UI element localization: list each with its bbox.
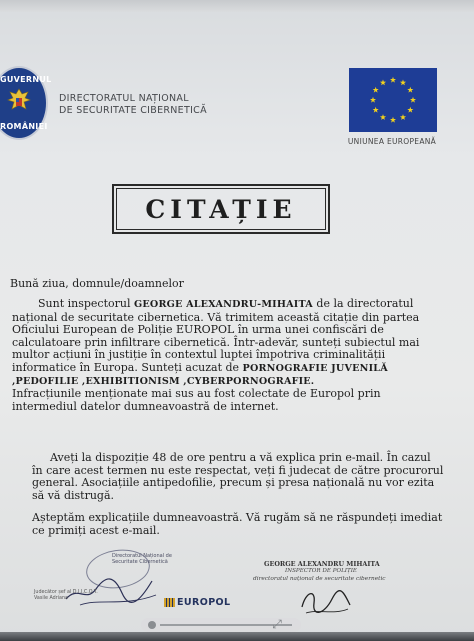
inspector-name: GEORGE ALEXANDRU-MIHAITA: [133, 299, 313, 310]
accusation-1: PORNOGRAFIE JUVENILĂ: [242, 362, 388, 374]
left-signer-line-1: Judecător șef al D.I.I.C.O.T.: [34, 590, 98, 595]
p1-line-6: [12, 362, 458, 376]
p1-line-5: multor acțiuni în justiție în contextul luptei împotriva criminalității: [12, 348, 386, 362]
p1-line-9: intermediul datelor dumneavoastră de internet.: [12, 399, 279, 413]
eu-flag-icon: [349, 68, 437, 132]
p1-line-1-start: Sunt inspectorul: [38, 297, 134, 310]
p2-line-2: în care acest termen nu este respectat, veți fi judecat de către procurorul: [32, 463, 444, 477]
left-signer-line-2: Vasile Adriana: [34, 596, 68, 601]
scrubber-handle[interactable]: [148, 621, 156, 629]
stamp-line-2: Securitate Cibernetică: [112, 559, 168, 565]
signature-icon: [60, 565, 170, 610]
p1-line-8: Infracțiunile menționate mai sus au fost colectate de Europol prin: [12, 387, 381, 401]
paragraph-accusation: [12, 297, 458, 413]
europol-text: EUROPOL: [177, 597, 231, 608]
p1-line-2: național de securitate cibernetica. Vă trimitem această citație din partea: [12, 310, 420, 324]
paragraph-deadline: [32, 451, 458, 502]
eu-star: [373, 107, 379, 113]
p2-line-4: să vă distrugă.: [32, 488, 115, 502]
p1-line-3: Oficiului European de Poliție EUROPOL în urma unei confiscări de: [12, 323, 384, 337]
eu-star: [370, 97, 376, 103]
p2-line-3: general. Asociațiile antipedofilie, precum și presa națională nu vor ezita: [32, 476, 435, 490]
greeting: Bună ziua, domnule/doamnelor: [10, 277, 184, 290]
p3-line-1: Așteptăm explicațiile dumneavoastră. Vă rugăm să ne răspundeți imediat: [32, 511, 443, 524]
eu-star: [390, 77, 396, 83]
p1-line-6-start: informatice în Europa. Sunteți acuzat de: [12, 360, 243, 374]
p1-line-1: [38, 298, 458, 312]
agency-name: [59, 93, 229, 117]
eu-star: [373, 87, 379, 93]
eu-stars-icon: [349, 68, 437, 132]
stamp-text: [112, 553, 192, 565]
europol-logo-icon: [164, 597, 231, 608]
paragraph-closing: [32, 511, 458, 537]
eu-star: [400, 114, 406, 120]
signer-name: GEORGE ALEXANDRU MIHAITA: [264, 560, 380, 568]
eu-star: [390, 117, 396, 123]
signer-title: INSPECTOR DE POLIȚIE: [285, 568, 358, 574]
crest-emblem-icon: [0, 66, 52, 140]
crest-bottom-text: ROMÂNIEI: [0, 122, 48, 131]
left-signer: [34, 590, 114, 602]
accusation-list: ,PEDOFILIE ,EXHIBITIONISM ,CYBERPORNOGRAFIE.: [12, 375, 315, 387]
eagle-icon: [6, 87, 32, 117]
eu-star: [380, 79, 386, 85]
p1-line-4: calculatoare prin infiltrare cibernetică. Într-adevăr, sunteți subiectul mai: [12, 335, 420, 349]
signer-org: directoratul național de securitate cibernetic: [253, 576, 386, 582]
agency-line-1: DIRECTORATUL NAȚIONAL: [59, 93, 189, 104]
crest-top-text: GUVERNUL: [0, 75, 52, 84]
eu-star: [410, 97, 416, 103]
p2-line-1: Aveți la dispoziție 48 de ore pentru a vă explica prin e-mail. În cazul: [50, 451, 431, 464]
p3-line-2: ce primiți acest e-mail.: [32, 523, 160, 537]
screen-bottom-bezel: [0, 632, 474, 641]
europol-mark: [164, 598, 175, 607]
stamp-line-1: Directoratul Național de: [112, 553, 172, 559]
eu-star: [380, 114, 386, 120]
document-title: CITAȚIE: [145, 194, 297, 224]
eu-star: [407, 107, 413, 113]
signature-right-icon: [296, 585, 356, 619]
eu-star: [400, 79, 406, 85]
agency-line-2: DE SECURITATE CIBERNETICĂ: [59, 105, 207, 116]
eu-label: UNIUNEA EUROPEANĂ: [347, 137, 437, 146]
expand-icon[interactable]: ⤢: [272, 617, 282, 631]
eu-star: [407, 87, 413, 93]
title-box: [112, 184, 330, 234]
p1-line-1-end: de la directoratul: [312, 297, 414, 310]
